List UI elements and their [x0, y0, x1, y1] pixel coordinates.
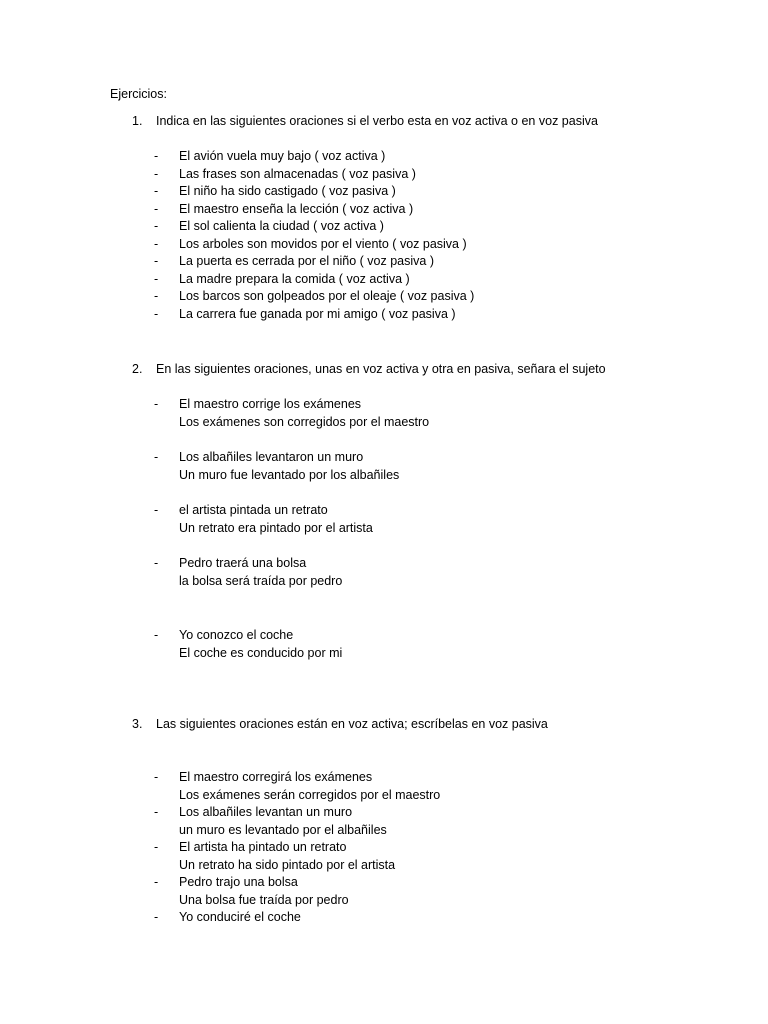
list-item: [0, 306, 768, 324]
list-bullet: -: [154, 628, 159, 642]
list-bullet: -: [154, 201, 159, 216]
list-bullet: -: [154, 450, 159, 464]
list-item-text: [179, 218, 768, 236]
sentence-line: un muro es levantado por el albañiles: [179, 822, 387, 837]
list-item-text: [179, 253, 768, 271]
list-item-text: [179, 183, 768, 201]
sentence-line: Pedro traerá una bolsa: [179, 556, 307, 570]
list-item: [0, 271, 768, 289]
exercise-1-number: 1.: [132, 114, 143, 128]
list-item: [0, 396, 768, 431]
list-item: [0, 502, 768, 537]
exercise-3-list: [0, 769, 768, 927]
sentence-line: Las frases son almacenadas ( voz pasiva ): [179, 166, 416, 181]
sentence-line: El maestro corregirá los exámenes: [179, 770, 373, 784]
sentence-line: Una bolsa fue traída por pedro: [179, 892, 349, 907]
sentence-line: el artista pintada un retrato: [179, 503, 328, 517]
list-bullet: -: [154, 805, 159, 819]
sentence-line: La madre prepara la comida ( voz activa ): [179, 271, 410, 286]
list-item-text: [179, 502, 768, 537]
sentence-line: la bolsa será traída por pedro: [179, 573, 343, 588]
list-item-text: [179, 449, 768, 484]
list-bullet: -: [154, 271, 159, 286]
sentence-line: Pedro trajo una bolsa: [179, 875, 298, 889]
sentence-line: Yo conduciré el coche: [179, 910, 301, 924]
sentence-line: El sol calienta la ciudad ( voz activa ): [179, 219, 384, 233]
sentence-line: Un retrato ha sido pintado por el artista: [179, 857, 396, 872]
list-item-text: [179, 288, 768, 306]
list-item-text: [179, 306, 768, 324]
list-bullet: -: [154, 503, 159, 517]
list-bullet: -: [154, 306, 159, 321]
sentence-line: Los exámenes serán corregidos por el maestro: [179, 787, 441, 802]
sentence-line: El artista ha pintado un retrato: [179, 840, 347, 854]
list-bullet: -: [154, 236, 159, 251]
list-item: [0, 627, 768, 662]
exercise-3: [0, 715, 768, 927]
list-item: [0, 183, 768, 201]
list-item: [0, 555, 768, 590]
list-bullet: -: [154, 556, 159, 570]
list-bullet: -: [154, 875, 159, 889]
list-item: [0, 218, 768, 236]
list-bullet: -: [154, 910, 159, 924]
sentence-line: Los exámenes son corregidos por el maestro: [179, 414, 430, 429]
list-item: [0, 804, 768, 839]
list-bullet: -: [154, 219, 159, 233]
exercise-2-question: [0, 360, 768, 378]
list-item: [0, 769, 768, 804]
exercise-2: [0, 360, 768, 662]
list-item-text: [179, 148, 768, 166]
list-bullet: -: [154, 289, 159, 303]
list-item-text: [179, 839, 768, 874]
list-item-text: [179, 271, 768, 289]
list-item-text: [179, 627, 768, 662]
list-bullet: -: [154, 166, 159, 181]
sentence-line: Los barcos son golpeados por el oleaje ( voz pasiva ): [179, 289, 475, 303]
list-item-text: [179, 555, 768, 590]
list-bullet: -: [154, 397, 159, 411]
list-item: [0, 148, 768, 166]
sentence-line: La carrera fue ganada por mi amigo ( voz pasiva ): [179, 306, 456, 321]
exercise-3-question: [0, 715, 768, 733]
list-item-text: [179, 201, 768, 219]
exercise-1: [0, 112, 768, 323]
list-item: [0, 253, 768, 271]
list-item: [0, 449, 768, 484]
list-item: [0, 236, 768, 254]
sentence-line: El maestro corrige los exámenes: [179, 397, 362, 411]
sentence-line: El coche es conducido por mi: [179, 645, 343, 660]
list-item: [0, 166, 768, 184]
sentence-line: Los albañiles levantan un muro: [179, 805, 353, 819]
list-item-text: [179, 909, 768, 927]
list-item-text: [179, 769, 768, 804]
sentence-line: La puerta es cerrada por el niño ( voz pasiva ): [179, 254, 434, 268]
sentence-line: El niño ha sido castigado ( voz pasiva ): [179, 184, 396, 198]
exercise-2-prompt: En las siguientes oraciones, unas en voz activa y otra en pasiva, señara el sujeto: [156, 362, 606, 376]
sentence-line: El avión vuela muy bajo ( voz activa ): [179, 149, 386, 163]
exercise-1-list: [0, 148, 768, 323]
sentence-line: Los arboles son movidos por el viento ( voz pasiva ): [179, 236, 467, 251]
exercise-1-prompt: Indica en las siguientes oraciones si el verbo esta en voz activa o en voz pasiva: [156, 114, 598, 128]
sentence-line: Un retrato era pintado por el artista: [179, 520, 373, 535]
list-bullet: -: [154, 149, 159, 163]
list-bullet: -: [154, 184, 159, 198]
exercise-2-list: [0, 396, 768, 662]
list-item-text: [179, 396, 768, 431]
list-item: [0, 839, 768, 874]
sentence-line: Yo conozco el coche: [179, 628, 294, 642]
list-item: [0, 874, 768, 909]
sentence-line: Los albañiles levantaron un muro: [179, 450, 364, 464]
exercise-3-prompt: Las siguientes oraciones están en voz activa; escríbelas en voz pasiva: [156, 717, 548, 731]
list-item-text: [179, 874, 768, 909]
list-item-text: [179, 236, 768, 254]
list-bullet: -: [154, 840, 159, 854]
exercise-2-number: 2.: [132, 362, 143, 376]
list-bullet: -: [154, 770, 159, 784]
list-item: [0, 288, 768, 306]
list-item-text: [179, 804, 768, 839]
list-item: [0, 201, 768, 219]
exercise-3-number: 3.: [132, 717, 143, 731]
sentence-line: El maestro enseña la lección ( voz activa ): [179, 201, 414, 216]
list-bullet: -: [154, 254, 159, 268]
list-item-text: [179, 166, 768, 184]
sentence-line: Un muro fue levantado por los albañiles: [179, 467, 400, 482]
document-heading: Ejercicios:: [110, 87, 167, 101]
exercise-1-question: [0, 112, 768, 130]
list-item: [0, 909, 768, 927]
